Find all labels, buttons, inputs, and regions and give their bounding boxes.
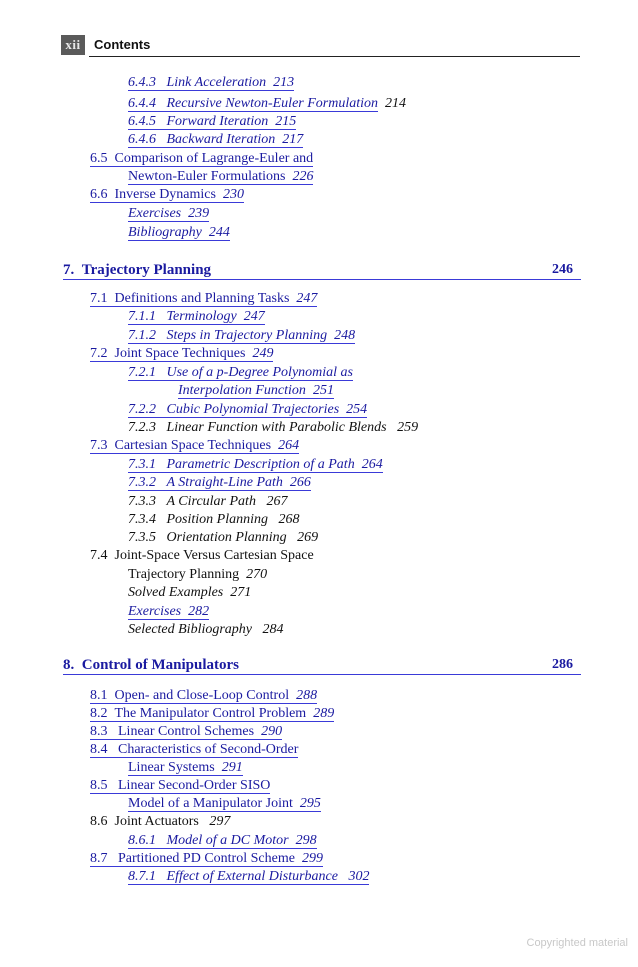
toc-entry[interactable]: 7.1.2 Steps in Trajectory Planning 248: [128, 328, 356, 343]
toc-entry: Selected Bibliography 284: [128, 622, 284, 637]
copyright-watermark: Copyrighted material: [526, 937, 628, 949]
toc-entry[interactable]: 8.6.1 Model of a DC Motor 298: [128, 833, 317, 848]
toc-entry[interactable]: Exercises 239: [128, 206, 210, 221]
chapter-rule: [63, 674, 581, 675]
running-title: Contents: [94, 37, 151, 52]
toc-entry[interactable]: 7.1 Definitions and Planning Tasks 247: [90, 291, 318, 306]
toc-entry[interactable]: 8.1 Open- and Close-Loop Control 288: [90, 688, 318, 703]
toc-entry[interactable]: 8.7.1 Effect of External Disturbance 302: [128, 869, 370, 884]
toc-entry[interactable]: 7.3 Cartesian Space Techniques 264: [90, 438, 300, 453]
toc-entry: 7.3.4 Position Planning 268: [128, 512, 300, 527]
toc-entry[interactable]: 6.4.5 Forward Iteration 215: [128, 114, 297, 129]
toc-entry[interactable]: 7.3.2 A Straight-Line Path 266: [128, 475, 311, 490]
toc-entry: 7.4 Joint-Space Versus Cartesian Space: [90, 548, 314, 563]
toc-entry: Solved Examples 271: [128, 585, 252, 600]
chapter-page[interactable]: 286: [552, 657, 573, 672]
toc-entry: 8.6 Joint Actuators 297: [90, 814, 231, 829]
toc-entry[interactable]: 6.5 Comparison of Lagrange-Euler and: [90, 151, 314, 166]
page-header: [61, 30, 580, 58]
chapter-heading[interactable]: 8. Control of Manipulators: [63, 657, 239, 673]
toc-entry: 7.3.3 A Circular Path 267: [128, 494, 288, 509]
toc-entry[interactable]: 7.2 Joint Space Techniques 249: [90, 346, 274, 361]
toc-entry[interactable]: 6.6 Inverse Dynamics 230: [90, 187, 244, 202]
toc-entry-continued[interactable]: Interpolation Function 251: [178, 383, 334, 398]
toc-entry[interactable]: 8.2 The Manipulator Control Problem 289: [90, 706, 335, 721]
toc-entry[interactable]: 7.2.2 Cubic Polynomial Trajectories 254: [128, 402, 368, 417]
toc-entry[interactable]: 8.4 Characteristics of Second-Order: [90, 742, 299, 757]
toc-entry: 7.2.3 Linear Function with Parabolic Blends 259: [128, 420, 419, 435]
toc-entry-continued[interactable]: Newton-Euler Formulations 226: [128, 169, 314, 184]
toc-entry[interactable]: 8.3 Linear Control Schemes 290: [90, 724, 283, 739]
toc-entry[interactable]: 8.5 Linear Second-Order SISO: [90, 778, 271, 793]
toc-entry[interactable]: 7.2.1 Use of a p-Degree Polynomial as: [128, 365, 353, 380]
toc-entry-continued[interactable]: Linear Systems 291: [128, 760, 243, 775]
toc-entry-continued[interactable]: Model of a Manipulator Joint 295: [128, 796, 321, 811]
toc-entry: 7.3.5 Orientation Planning 269: [128, 530, 319, 545]
chapter-heading[interactable]: 7. Trajectory Planning: [63, 262, 212, 278]
toc-entry[interactable]: Bibliography 244: [128, 225, 230, 240]
chapter-rule: [63, 279, 581, 280]
toc-entry[interactable]: Exercises 282: [128, 604, 210, 619]
toc-entry[interactable]: 7.1.1 Terminology 247: [128, 309, 265, 324]
toc-entry[interactable]: 6.4.3 Link Acceleration 213: [128, 75, 295, 90]
toc-entry-continued: Trajectory Planning 270: [128, 567, 268, 582]
toc-entry[interactable]: 6.4.6 Backward Iteration 217: [128, 132, 304, 147]
toc-entry[interactable]: 6.4.4 Recursive Newton-Euler Formulation 214: [128, 96, 407, 111]
header-rule: [89, 56, 580, 57]
page-number: xii: [61, 35, 85, 55]
chapter-page[interactable]: 246: [552, 262, 573, 277]
toc-entry[interactable]: 7.3.1 Parametric Description of a Path 264: [128, 457, 383, 472]
toc-entry[interactable]: 8.7 Partitioned PD Control Scheme 299: [90, 851, 323, 866]
